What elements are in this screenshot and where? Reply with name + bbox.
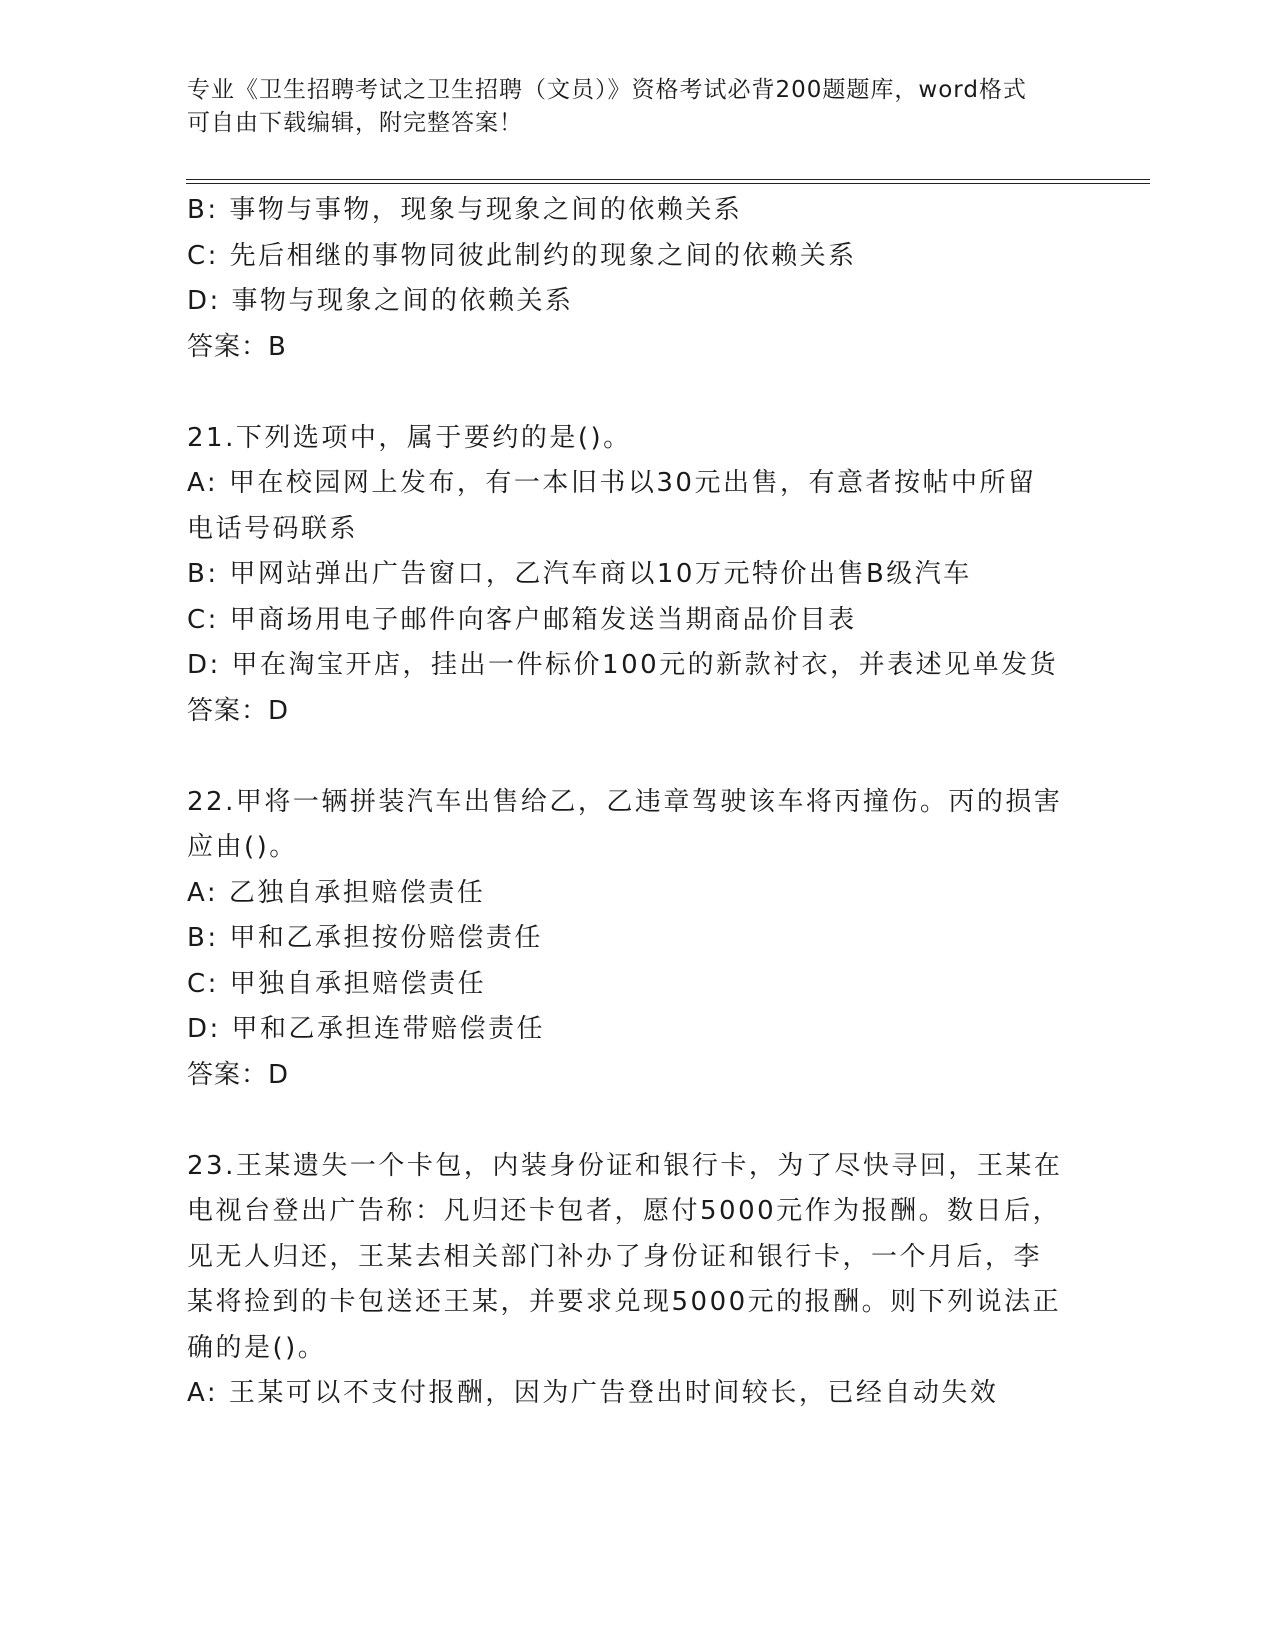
question-content [187,188,1087,1417]
question-block-21 [187,416,1087,735]
option-a: A: 甲在校园网上发布，有一本旧书以30元出售，有意者按帖中所留 [187,468,1037,498]
option-d: D: 甲在淘宝开店，挂出一件标价100元的新款衬衣，并表述见单发货 [187,650,1059,680]
spacer [187,1098,1087,1144]
document-header [187,74,1067,140]
option-c: C: 先后相继的事物同彼此制约的现象之间的依赖关系 [187,240,857,271]
question-stem: 23.王某遗失一个卡包，内装身份证和银行卡，为了尽快寻回，王某在 [187,1150,1063,1181]
option-d: D: 事物与现象之间的依赖关系 [187,286,574,316]
header-divider-thin [186,179,1150,180]
option-a-continued: 电话号码联系 [187,513,359,544]
spacer [187,370,1087,416]
answer-line: 答案：B [187,331,287,362]
spacer [187,734,1087,780]
header-divider-thick [186,183,1150,184]
option-c: C: 甲商场用电子邮件向客户邮箱发送当期商品价目表 [187,604,857,635]
question-stem-continued: 见无人归还，王某去相关部门补办了身份证和银行卡，一个月后，李 [187,1241,1043,1272]
option-d: D: 甲和乙承担连带赔偿责任 [187,1014,546,1044]
answer-line: 答案：D [187,1059,290,1090]
question-stem-continued: 应由()。 [187,832,298,862]
question-block-20 [187,188,1087,370]
question-stem-continued: 确的是()。 [187,1332,327,1363]
option-b: B: 甲和乙承担按份赔偿责任 [187,923,543,953]
option-a: A: 王某可以不支付报酬，因为广告登出时间较长，已经自动失效 [187,1378,999,1408]
option-a: A: 乙独自承担赔偿责任 [187,877,486,908]
header-line-1: 专业《卫生招聘考试之卫生招聘（文员）》资格考试必背200题题库，word格式 [187,77,1027,103]
option-c: C: 甲独自承担赔偿责任 [187,968,487,999]
question-block-22 [187,780,1087,1099]
question-block-23 [187,1144,1087,1417]
option-b: B: 事物与事物，现象与现象之间的依赖关系 [187,195,743,225]
option-b: B: 甲网站弹出广告窗口，乙汽车商以10万元特价出售B级汽车 [187,559,972,589]
question-stem-continued: 电视台登出广告称：凡归还卡包者，愿付5000元作为报酬。数日后， [187,1196,1062,1226]
question-stem: 21.下列选项中，属于要约的是()。 [187,422,632,453]
question-stem: 22.甲将一辆拼装汽车出售给乙，乙违章驾驶该车将丙撞伤。丙的损害 [187,786,1063,817]
answer-line: 答案：D [187,695,290,726]
header-line-2: 可自由下载编辑，附完整答案！ [187,110,523,136]
question-stem-continued: 某将捡到的卡包送还王某，并要求兑现5000元的报酬。则下列说法正 [187,1287,1062,1317]
